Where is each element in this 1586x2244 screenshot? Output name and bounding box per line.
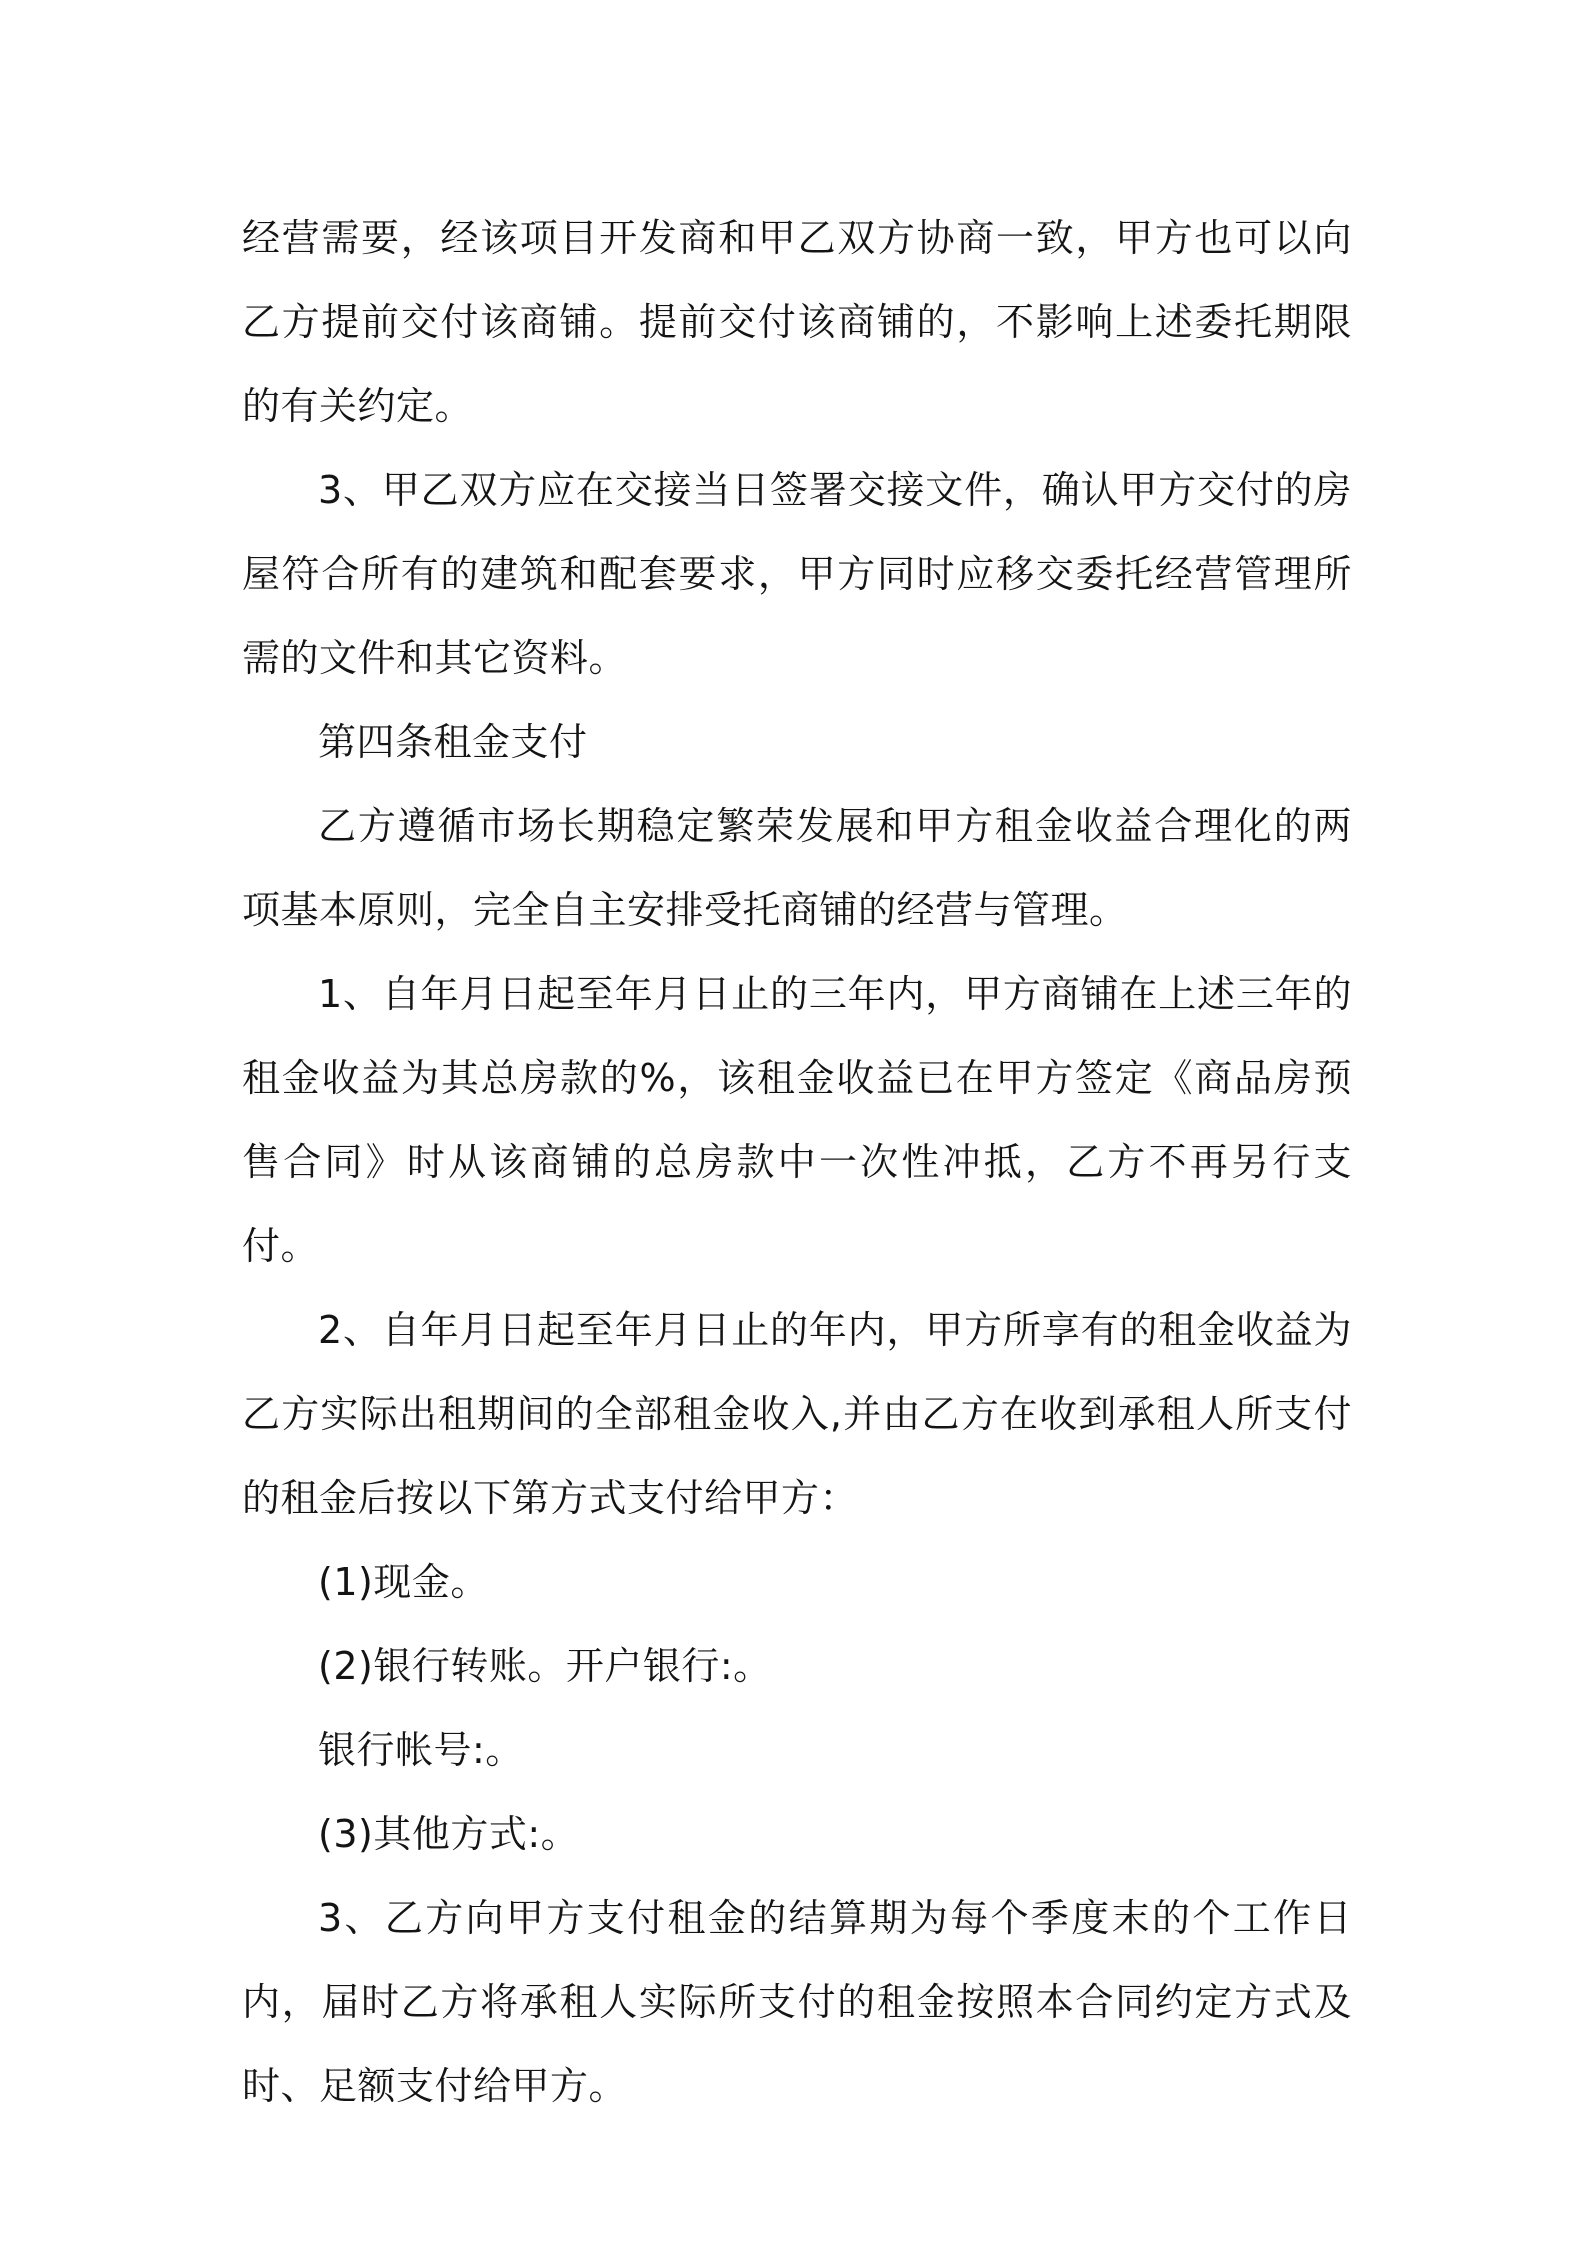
payment-option-bank-transfer: (2)银行转账。开户银行:。 (318, 1644, 772, 1688)
bank-account-line: 银行帐号:。 (318, 1728, 524, 1772)
paragraph-continuation: 经营需要，经该项目开发商和甲乙双方协商一致，甲方也可以向乙方提前交付该商铺。提前交付该商铺的，不影响上述委托期限的有关约定。 (242, 216, 1352, 428)
payment-option-other: (3)其他方式:。 (318, 1812, 580, 1856)
section-heading-article-4: 第四条租金支付 (318, 720, 588, 764)
document-body (242, 196, 1352, 2128)
paragraph-clause-1-rent: 1、自年月日起至年月日止的三年内，甲方商铺在上述三年的租金收益为其总房款的%，该租金收益已在甲方签定《商品房预售合同》时从该商铺的总房款中一次性冲抵，乙方不再另行支付。 (242, 972, 1352, 1268)
paragraph-clause-3-settlement: 3、乙方向甲方支付租金的结算期为每个季度末的个工作日内，届时乙方将承租人实际所支付的租金按照本合同约定方式及时、足额支付给甲方。 (242, 1896, 1352, 2108)
payment-option-cash: (1)现金。 (318, 1560, 489, 1604)
paragraph-clause-3-handover: 3、甲乙双方应在交接当日签署交接文件，确认甲方交付的房屋符合所有的建筑和配套要求，甲方同时应移交委托经营管理所需的文件和其它资料。 (242, 468, 1352, 680)
paragraph-principles: 乙方遵循市场长期稳定繁荣发展和甲方租金收益合理化的两项基本原则，完全自主安排受托商铺的经营与管理。 (242, 804, 1352, 932)
paragraph-clause-2-rent: 2、自年月日起至年月日止的年内，甲方所享有的租金收益为乙方实际出租期间的全部租金收入,并由乙方在收到承租人所支付的租金后按以下第方式支付给甲方： (242, 1308, 1352, 1520)
